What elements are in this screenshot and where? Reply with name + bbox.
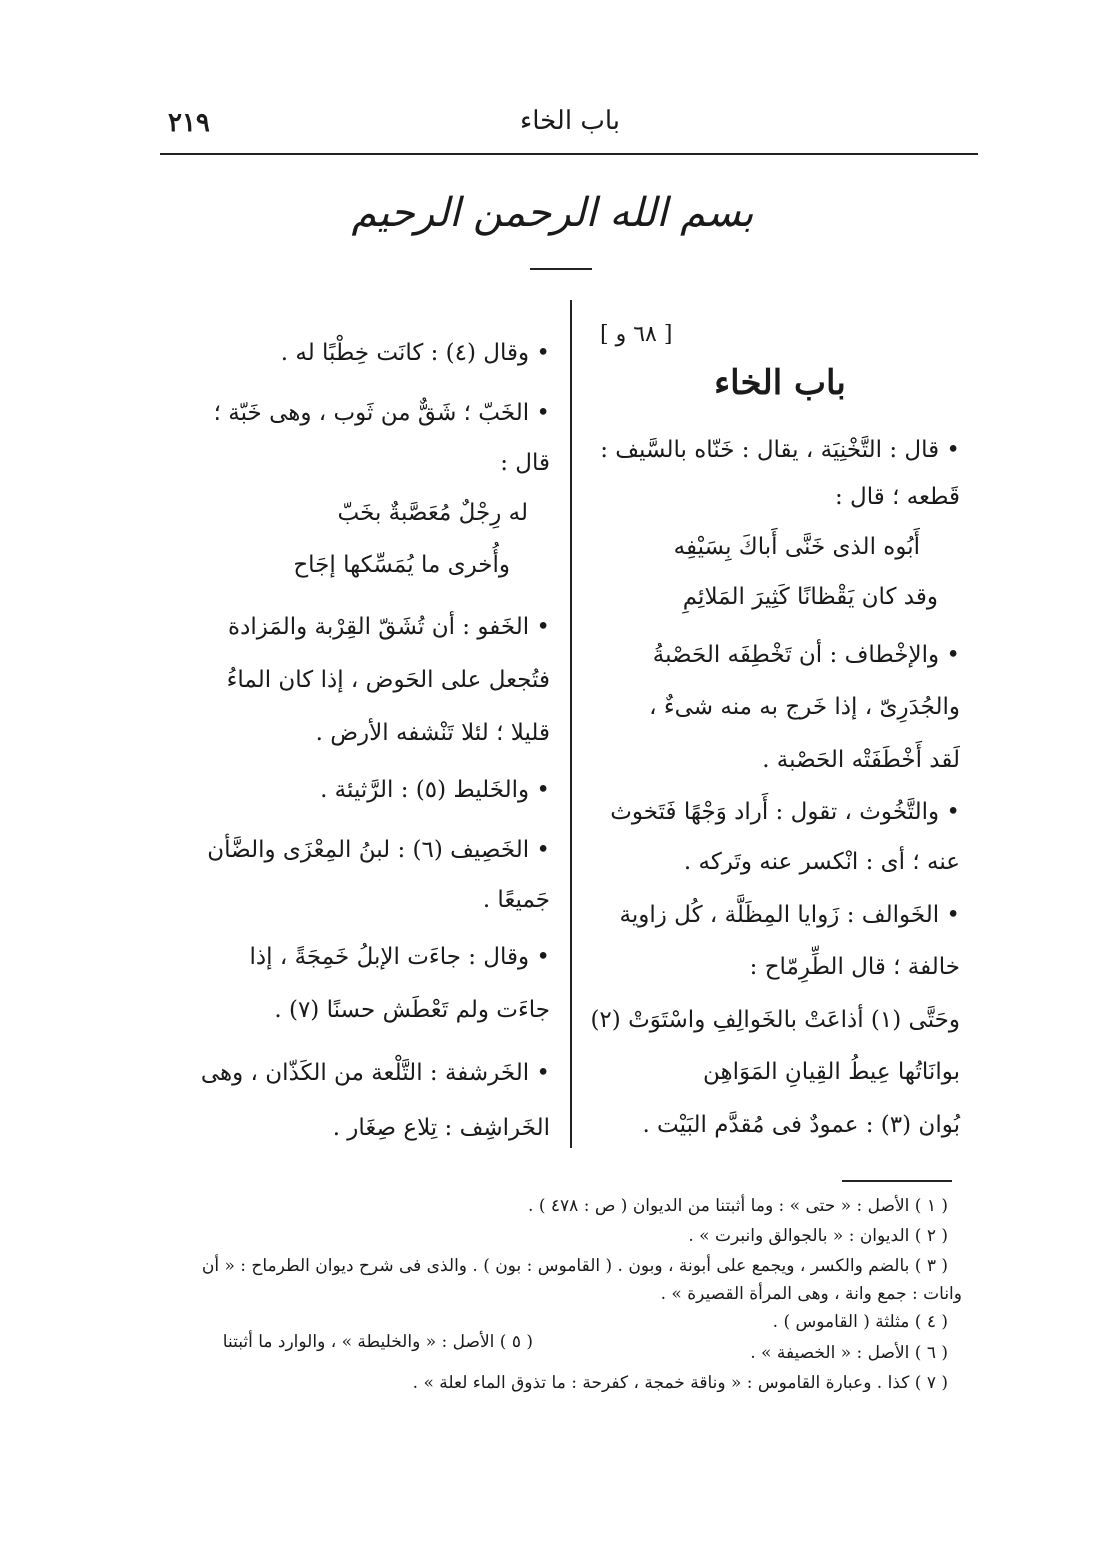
verse-line: أَبُوه الذى خَنَّى أَباكَ بِسَيْفِه	[673, 534, 920, 560]
text-line: فتُجعل على الحَوض ، إذا كان الماءُ	[226, 667, 550, 693]
page-number: ٢١٩	[168, 108, 210, 138]
footnote: ( ٢ ) الديوان : « بالجوالق وانبرت » .	[688, 1226, 948, 1246]
folio-reference: [ ٦٨ و ]	[600, 322, 673, 347]
footnote: ( ٦ ) الأصل : « الخصيفة » .	[750, 1343, 948, 1363]
text-line: قَطعه ؛ قال :	[835, 484, 960, 510]
footnote-rule	[842, 1180, 952, 1182]
basmala-rule	[530, 268, 592, 270]
verse-line: وأُخرى ما يُمَسِّكها إجَاح	[293, 552, 510, 578]
text-line: لَقد أَخْطَفَتْه الحَصْبة .	[762, 747, 960, 773]
text-line: • وقال (٤) : كانَت خِطْبًا له .	[280, 340, 550, 366]
text-line: بُوان (٣) : عمودٌ فى مُقدَّم البَيْت .	[642, 1112, 960, 1138]
footnote: ( ٤ ) مثلثة ( القاموس ) .	[772, 1312, 948, 1332]
running-head: باب الخاء	[520, 106, 620, 136]
footnote: ( ١ ) الأصل : « حتى » : وما أثبتنا من الديوان ( ص : ٤٧٨ ) .	[528, 1196, 948, 1216]
column-divider	[570, 300, 572, 1148]
text-line: قليلا ؛ لئلا تَنْشفه الأرض .	[315, 720, 550, 746]
text-line: • والإخْطاف : أن تَخْطِفَه الحَصْبةُ	[652, 642, 960, 668]
footnote: ( ٥ ) الأصل : « والخليطة » ، والوارد ما أثبتنا	[222, 1332, 533, 1352]
text-line: قال :	[500, 450, 550, 476]
basmala: بسم الله الرحمن الرحيم	[351, 190, 754, 236]
text-line: • الخَوالف : زَوايا المِظَلَّة ، كُل زاوية	[619, 902, 960, 928]
text-line: • الخَرشفة : التَّلْعة من الكَذّان ، وهى	[200, 1060, 550, 1086]
footnote-continuation: وانات : جمع وانة ، وهى المرأة القصيرة » .	[660, 1284, 962, 1304]
verse-line: وقد كان يَقْظانًا كَثِيرَ المَلائِمِ	[682, 584, 938, 610]
text-line: جاءَت ولم تَعْطَش حسنًا (٧) .	[274, 997, 550, 1023]
verse-line: بوانَاتُها عِيطُ القِيانِ المَوَاهِن	[703, 1059, 960, 1085]
text-line: خالفة ؛ قال الطِّرِمّاح :	[749, 954, 960, 980]
text-line: • والخَليط (٥) : الرَّثيئة .	[320, 777, 550, 803]
text-line: عنه ؛ أى : انْكسر عنه وتَركه .	[683, 849, 960, 875]
text-line: • الخَبّ ؛ شَقٌّ من ثَوب ، وهى خَبّة ؛	[213, 400, 550, 426]
text-line: • والتَّخُوث ، تقول : أَراد وَجْهًا فَتَخوث	[610, 799, 960, 825]
chapter-heading: باب الخاء	[714, 363, 846, 403]
text-line: • الخَصِيف (٦) : لبنُ المِعْزَى والضَّأن	[207, 837, 550, 863]
text-line: جَميعًا .	[482, 887, 550, 913]
verse-line: وحَتَّى (١) أذاعَتْ بالخَوالِفِ واسْتَوَتْ (٢)	[590, 1007, 960, 1033]
text-line: • الخَفو : أن تُشَقّ القِرْبة والمَزادة	[228, 614, 550, 640]
text-line: • قال : التَّخْنِيَة ، يقال : خَنّاه بالسَّيف :	[600, 437, 960, 463]
text-line: الخَراشِف : تِلاع صِغَار .	[332, 1115, 550, 1141]
footnote: ( ٧ ) كذا . وعبارة القاموس : « وناقة خمجة ، كفرحة : ما تذوق الماء لعلة » .	[412, 1373, 948, 1393]
footnote: ( ٣ ) بالضم والكسر ، ويجمع على أبونة ، وبون . ( القاموس : بون ) . والذى فى شرح ديوان الطرماح : « أن	[201, 1256, 948, 1276]
page-header	[160, 100, 980, 140]
text-line: والجُدَرِىّ ، إذا خَرج به منه شىءٌ ،	[649, 694, 960, 720]
header-rule	[160, 153, 978, 155]
verse-line: له رِجْلٌ مُعَصَّبةٌ بخَبّ	[337, 500, 528, 526]
text-line: • وقال : جاءَت الإبلُ خَمِجَةً ، إذا	[249, 944, 550, 970]
